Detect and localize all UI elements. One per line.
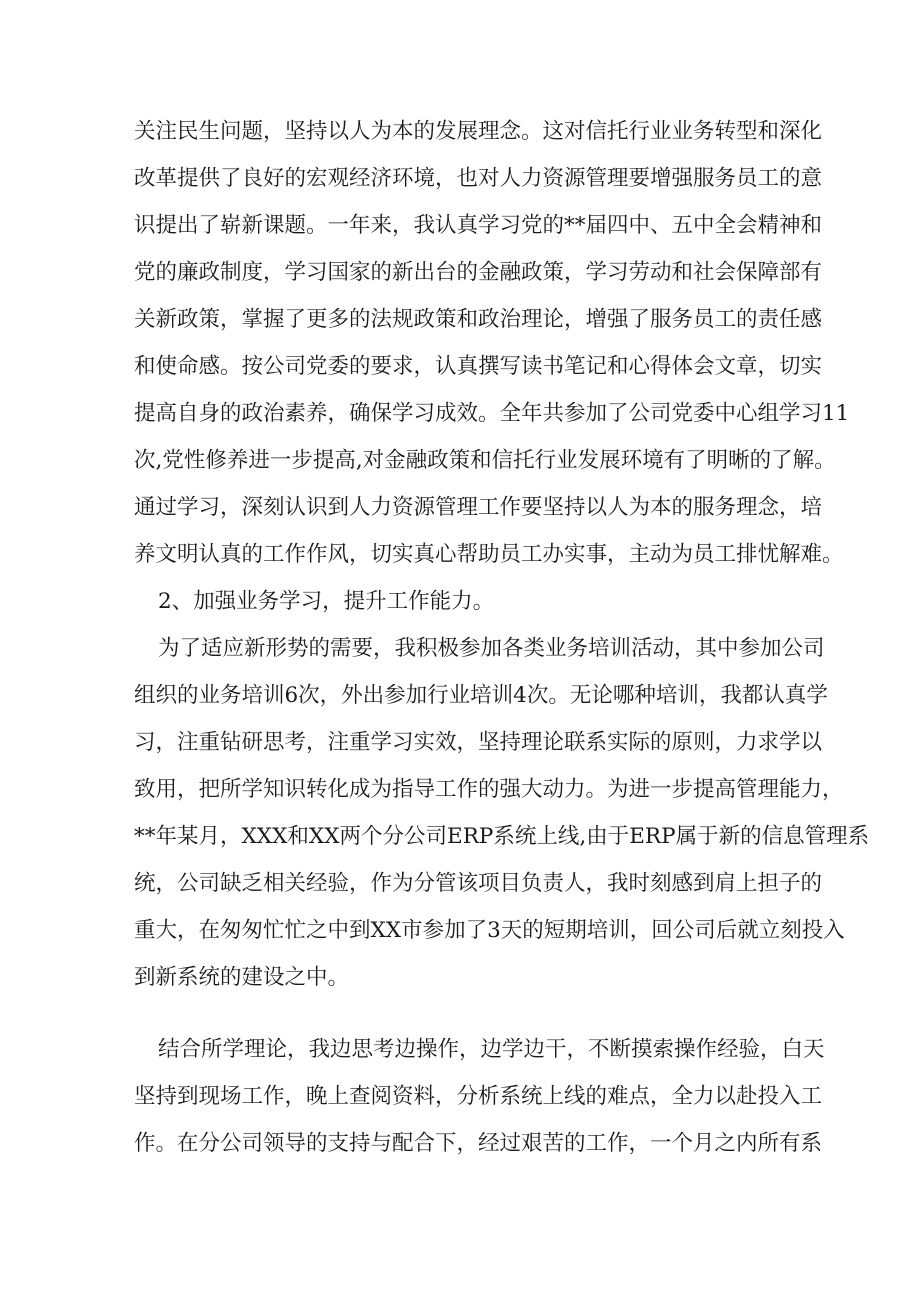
text-line: 党的廉政制度，学习国家的新出台的金融政策，学习劳动和社会保障部有 [134,260,823,285]
text-line: 重大，在匆匆忙忙之中到XX市参加了3天的短期培训，回公司后就立刻投入 [134,918,845,943]
text-line: **年某月，XXX和XX两个分公司ERP系统上线,由于ERP属于新的信息管理系 [134,824,870,849]
text-line: 和使命感。按公司党委的要求，认真撰写读书笔记和心得体会文章，切实 [134,354,823,379]
text-line: 关注民生问题，坚持以人为本的发展理念。这对信托行业业务转型和深化 [134,119,823,144]
text-line: 养文明认真的工作作风，切实真心帮助员工办实事，主动为员工排忧解难。 [134,542,844,567]
text-line: 作。在分公司领导的支持与配合下，经过艰苦的工作，一个月之内所有系 [134,1131,823,1156]
text-line: 次,党性修养进一步提高,对金融政策和信托行业发展环境有了明晰的了解。 [134,448,836,473]
text-line: 组织的业务培训6次，外出参加行业培训4次。无论哪种培训，我都认真学 [134,683,828,708]
text-line: 识提出了崭新课题。一年来，我认真学习党的**届四中、五中全会精神和 [134,213,823,238]
text-line: 改革提供了良好的宏观经济环境，也对人力资源管理要增强服务员工的意 [134,166,823,191]
text-line: 到新系统的建设之中。 [134,965,350,990]
text-line: 关新政策，掌握了更多的法规政策和政治理论，增强了服务员工的责任感 [134,307,823,332]
text-line: 提高自身的政治素养，确保学习成效。全年共参加了公司党委中心组学习11 [134,401,850,426]
text-line: 习，注重钻研思考，注重学习实效，坚持理论联系实际的原则，力求学以 [134,730,823,755]
text-line: 致用，把所学知识转化成为指导工作的强大动力。为进一步提高管理能力， [134,777,844,802]
text-line: 结合所学理论，我边思考边操作，边学边干，不断摸索操作经验，白天 [158,1037,825,1062]
text-line: 坚持到现场工作，晚上查阅资料，分析系统上线的难点，全力以赴投入工 [134,1084,823,1109]
section-heading: 2、加强业务学习，提升工作能力。 [158,589,495,614]
text-line: 为了适应新形势的需要，我积极参加各类业务培训活动，其中参加公司 [158,636,825,661]
text-line: 统，公司缺乏相关经验，作为分管该项目负责人，我时刻感到肩上担子的 [134,871,823,896]
text-line: 通过学习，深刻认识到人力资源管理工作要坚持以人为本的服务理念，培 [134,495,823,520]
